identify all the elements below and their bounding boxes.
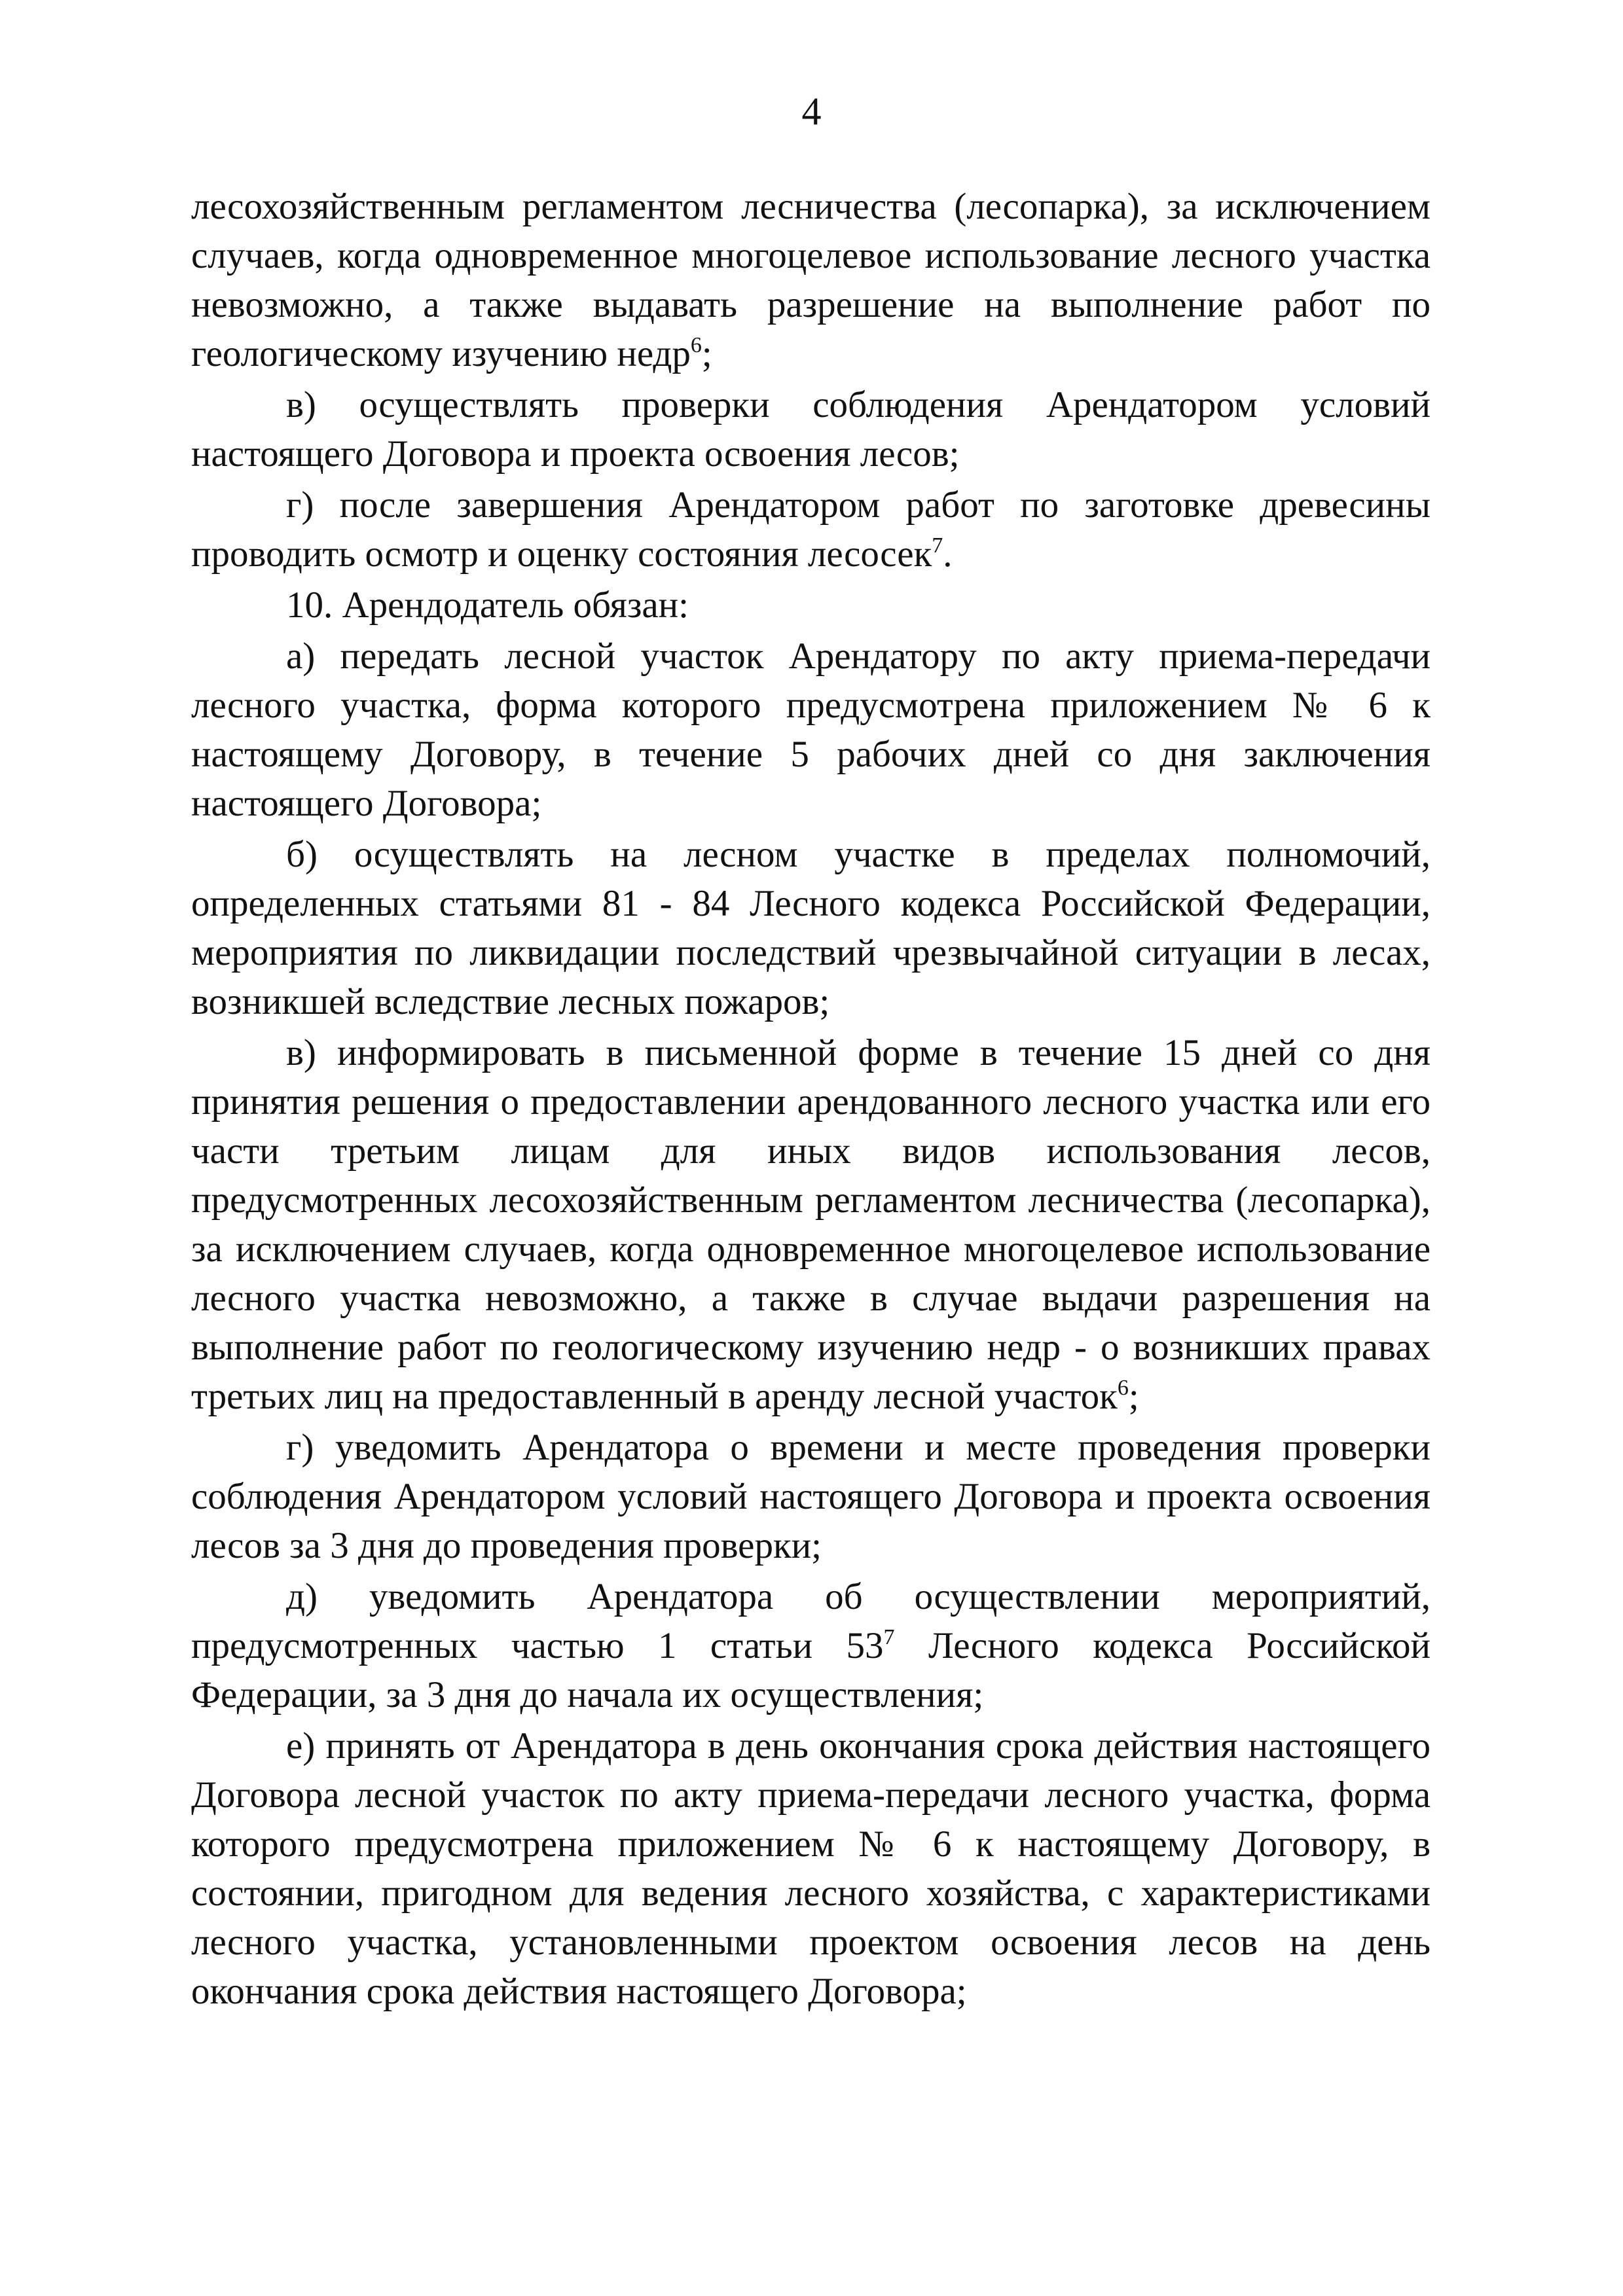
footnote-marker: 7 [883,1624,895,1649]
paragraph-10a [191,632,1431,828]
paragraph-text: е) принять от Арендатора в день окончания срока действия настоящего Договора лесной участок по акту приема-передачи лесного участка, форма которого предусмотрена приложением № 6 к настоящему Договору, в состоянии, пригодном для ведения лесного хозяйства, с характеристиками лесного участка, установленными проектом освоения лесов на день окончания срока действия настоящего Договора; [191,1725,1431,2012]
paragraph-10d [191,1572,1431,1719]
document-body [191,182,1431,2018]
paragraph-text: д) уведомить Арендатора об осуществлении мероприятий, предусмотренных частью 1 статьи 53 [191,1576,1431,1666]
paragraph-tail: ; [1128,1376,1139,1417]
paragraph-text: лесохозяйственным регламентом лесничества (лесопарка), за исключением случаев, когда одновременное многоцелевое использование лесного участка невозможно, а также выдавать разрешение на выполнение работ по геологическому изучению недр [191,186,1431,374]
page-number: 4 [801,90,822,133]
paragraph-10e [191,1721,1431,2016]
paragraph-text: 10. Арендодатель обязан: [286,584,689,626]
paragraph-tail: . [943,533,953,575]
paragraph-10b [191,830,1431,1026]
paragraph-text: а) передать лесной участок Арендатору по акту приема-передачи лесного участка, форма которого предусмотрена приложением № 6 к настоящему Договору, в течение 5 рабочих дней со дня заключения настоящего Договора; [191,636,1431,824]
paragraph-continuation [191,182,1431,378]
paragraph-10v [191,1028,1431,1421]
paragraph-9g [191,480,1431,579]
paragraph-text: в) информировать в письменной форме в течение 15 дней со дня принятия решения о предоставлении арендованного лесного участка или его части третьим лицам для иных видов использования лесов, предусмотренных лесохозяйственным регламентом лесничества (лесопарка), за исключением случаев, когда одновременное многоцелевое использование лесного участка невозможно, а также в случае выдачи разрешения на выполнение работ по геологическому изучению недр - о возникших правах третьих лиц на предоставленный в аренду лесной участок [191,1032,1431,1417]
section-heading-10 [191,581,1431,630]
footnote-marker: 6 [690,332,702,357]
paragraph-tail: Лесного кодекса Российской Федерации, за 3 дня до начала их осуществления; [191,1625,1431,1715]
paragraph-tail: ; [701,333,712,374]
paragraph-text: г) уведомить Арендатора о времени и месте проведения проверки соблюдения Арендатором условий настоящего Договора и проекта освоения лесов за 3 дня до проведения проверки; [191,1427,1431,1566]
footnote-marker: 7 [932,533,943,558]
paragraph-text: г) после завершения Арендатором работ по заготовке древесины проводить осмотр и оценку состояния лесосек [191,484,1431,575]
paragraph-text: в) осуществлять проверки соблюдения Арендатором условий настоящего Договора и проекта освоения лесов; [191,384,1431,475]
paragraph-9v [191,380,1431,478]
paragraph-text: б) осуществлять на лесном участке в пределах полномочий, определенных статьями 81 - 84 Лесного кодекса Российской Федерации, мероприятия по ликвидации последствий чрезвычайной ситуации в лесах, возникшей вследствие лесных пожаров; [191,834,1431,1022]
paragraph-10g [191,1423,1431,1570]
footnote-marker: 6 [1117,1375,1129,1400]
